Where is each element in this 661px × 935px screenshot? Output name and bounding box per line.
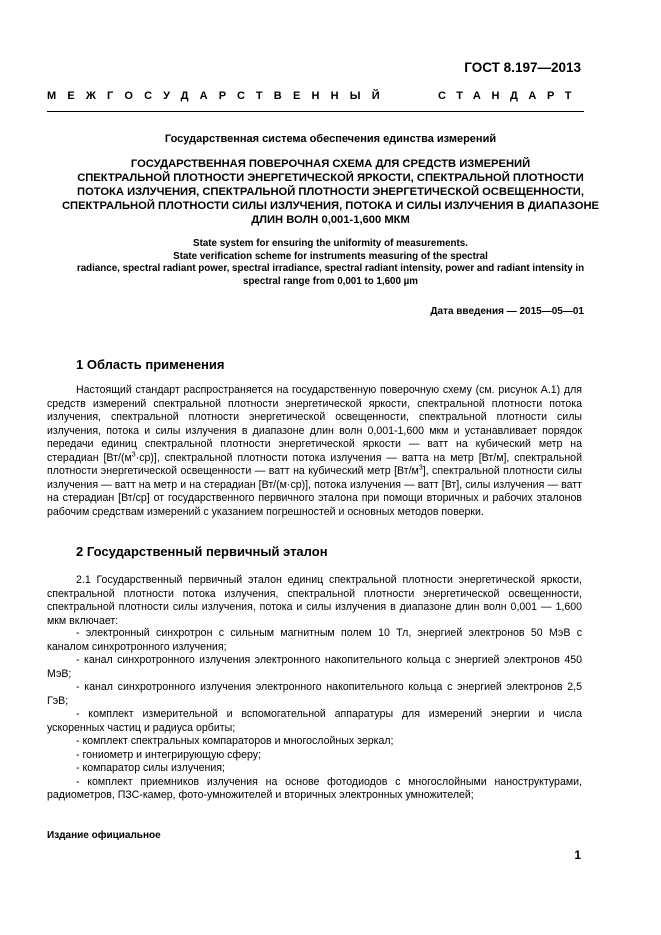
list-item: - канал синхротронного излучения электронного накопительного кольца с энергией электронов 450 МэВ; <box>47 654 582 680</box>
list-item: - комплект измерительной и вспомогательной аппаратуры для измерений энергии и числа ускоренных частиц и радиуса орбиты; <box>47 708 582 734</box>
superscript: 3 <box>131 450 136 458</box>
list-item: - канал синхротронного излучения электронного накопительного кольца с энергией электронов 2,5 ГэВ; <box>47 681 582 707</box>
standard-components-list <box>47 627 582 803</box>
section-1-text-b: ·ср)], спектральной плотности потока излучения — ватта на метр [Вт/м], спектральной плотности энергетической освещенности — ватт на кубический метр [Вт/м <box>47 451 582 477</box>
intro-date: Дата введения — 2015—05—01 <box>430 306 584 317</box>
title-en-line: State verification scheme for instruments measuring of the spectral <box>173 250 488 262</box>
list-item: - комплект спектральных компараторов и многослойных зеркал; <box>76 735 394 747</box>
superscript: 3 <box>418 464 423 472</box>
edition-note: Издание официальное <box>47 830 161 841</box>
section-1-text-a: Настоящий стандарт распространяется на государственную поверочную схему (см. рисунок А.1) для средств измерений спектральной плотности энергетической яркости, спектральной плотности потока излучения, спектральной плотности энергетической освещенности, спектральной плотности силы излучения, потока и силы излучения в диапазоне длин волн 0,001-1,600 мкм и устанавливает порядок передачи единиц спектральной плотности энергетической яркости — ватт на кубический метр на стерадиан [Вт/(м <box>47 384 582 464</box>
standard-word-interstate: МЕЖГОСУДАРСТВЕННЫЙ <box>47 90 391 102</box>
title-en-line: radiance, spectral radiant power, spectral irradiance, spectral radiant intensity, power and radiant intensity in <box>76 263 585 275</box>
header-divider <box>47 111 584 112</box>
section-1-paragraph <box>47 384 582 519</box>
gost-number: ГОСТ 8.197—2013 <box>464 60 581 75</box>
section-2-intro: 2.1 Государственный первичный эталон единиц спектральной плотности энергетической яркости, спектральной плотности потока излучения, спектральной плотности энергетической освещенности, спектральной плотности силы излучения, потока и силы излучения в диапазоне длин волн 0,001 — 1,600 мкм включает: <box>47 574 582 627</box>
list-item: - гониометр и интегрирующую сферу; <box>76 748 262 761</box>
title-ru-line: СПЕКТРАЛЬНОЙ ПЛОТНОСТИ СИЛЫ ИЗЛУЧЕНИЯ, ПОТОКА И СИЛЫ ИЗЛУЧЕНИЯ В ДИАПАЗОНЕ <box>61 200 600 212</box>
page-number: 1 <box>574 848 581 862</box>
title-en-line: spectral range from 0,001 to 1,600 µm <box>243 275 418 287</box>
list-item: - электронный синхротрон с сильным магнитным полем 10 Тл, энергией электронов 50 МэВ с каналом синхротронного излучения; <box>47 627 582 653</box>
system-title: Государственная система обеспечения единства измерений <box>164 133 497 145</box>
title-ru-line: ГОСУДАРСТВЕННАЯ ПОВЕРОЧНАЯ СХЕМА ДЛЯ СРЕДСТВ ИЗМЕРЕНИЙ <box>130 158 531 170</box>
standard-word-standard: СТАНДАРТ <box>438 90 583 102</box>
document-title-en <box>40 238 621 288</box>
title-ru-line: ДЛИН ВОЛН 0,001-1,600 МКМ <box>251 214 410 226</box>
section-2-heading: 2 Государственный первичный эталон <box>76 544 328 559</box>
section-1-heading: 1 Область применения <box>76 357 225 372</box>
title-ru-line: ПОТОКА ИЗЛУЧЕНИЯ, СПЕКТРАЛЬНОЙ ПЛОТНОСТИ ЭНЕРГЕТИЧЕСКОЙ ОСВЕЩЕННОСТИ, <box>77 186 584 198</box>
section-1-text-c: ], спектральной плотности силы излучения — ватт на метр и на стерадиан [Вт/(м·ср)], потока излучения — ватт [Вт], силы излучения — ватт на стерадиан [Вт/ср] от государственного первичного эталона при помощи вторичных и рабочих эталонов рабочим средствам измерений с указанием погрешностей и основных методов поверки. <box>47 465 583 518</box>
title-ru-line: СПЕКТРАЛЬНОЙ ПЛОТНОСТИ ЭНЕРГЕТИЧЕСКОЙ ЯРКОСТИ, СПЕКТРАЛЬНОЙ ПЛОТНОСТИ <box>77 172 584 184</box>
list-item: - компаратор силы излучения; <box>76 762 225 774</box>
document-title-ru <box>40 157 621 227</box>
list-item: - комплект приемников излучения на основе фотодиодов с многослойными наноструктурами, радиометров, ПЗС-камер, фото-умножителей и вторичных электронных умножителей; <box>47 775 582 801</box>
title-en-line: State system for ensuring the uniformity of measurements. <box>193 238 468 249</box>
